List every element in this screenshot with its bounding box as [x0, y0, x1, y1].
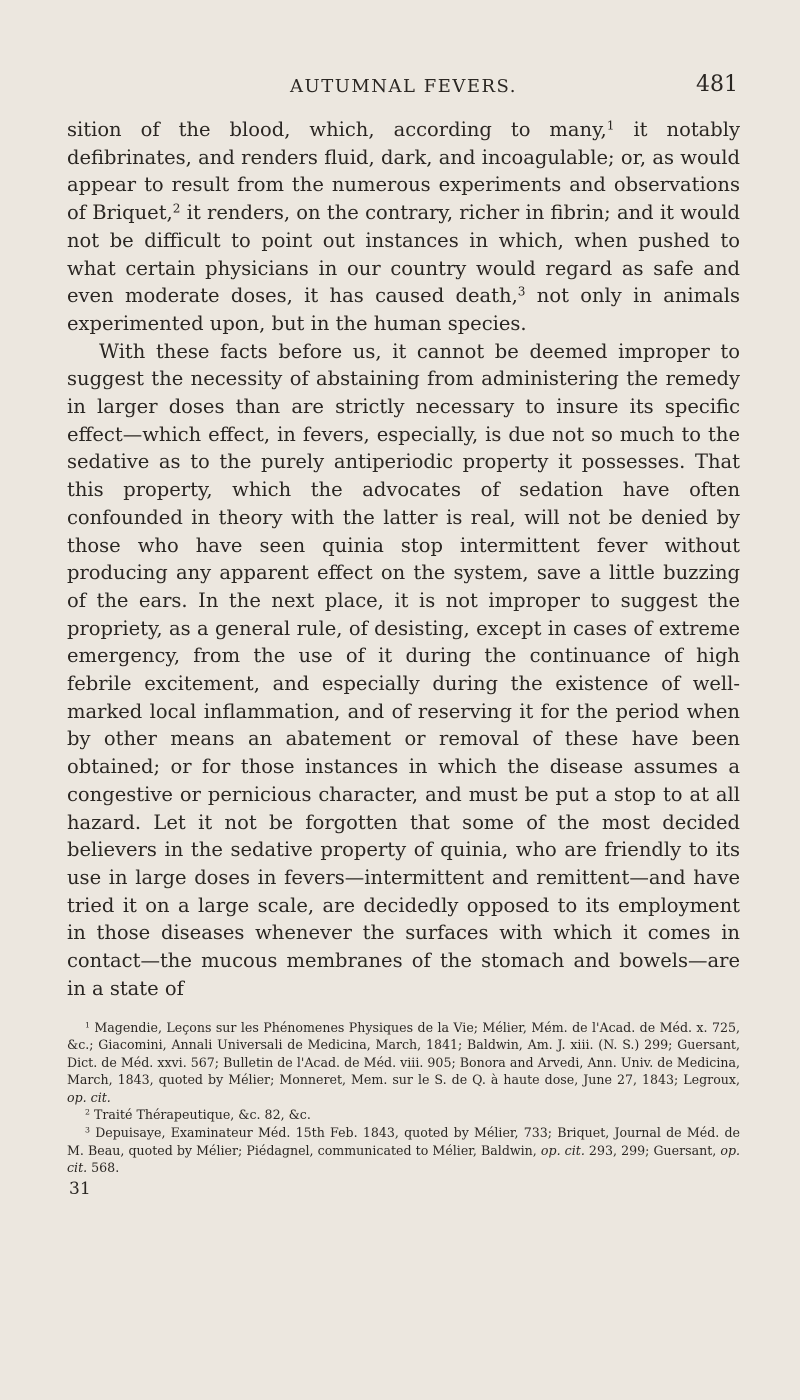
footnote-2-mark: 2 — [85, 1108, 90, 1118]
footnote-1-mark: 1 — [85, 1020, 90, 1030]
footnote-3 — [67, 1124, 740, 1177]
paragraph-2: With these facts before us, it cannot be deemed improper to suggest the necessity of abstaining from administering the remedy in larger doses than are strictly necessary to insure its specific effect—which effect, in fevers, especially, is due not so much to the sedative as to the purely antiperiodic property it possesses. That this property, which the advocates of sedation have often confounded in theory with the latter is real, will not be denied by those who have seen quinia stop intermittent fever without producing any apparent effect on the system, save a little buzzing of the ears. In the next place, it is not improper to suggest the propriety, as a general rule, of desisting, except in cases of extreme emergency, from the use of it during the continuance of high febrile excitement, and especially during the existence of well-marked local inflammation, and of reserving it for the period when by other means an abatement or removal of these have been obtained; or for those instances in which the disease assumes a congestive or pernicious character, and must be put a stop to at all hazard. Let it not be forgotten that some of the most decided believers in the sedative property of quinia, who are friendly to its use in large doses in fevers—intermittent and remittent—and have tried it on a large scale, are decidedly opposed to its employment in those diseases whenever the surfaces with which it comes in contact—the mucous membranes of the stomach and bowels—are in a state of — [67, 339, 740, 1000]
running-head: AUTUMNAL FEVERS. — [290, 76, 517, 97]
page-header — [67, 64, 740, 104]
paragraph-1 — [67, 116, 740, 338]
footnote-ref-3: 3 — [517, 284, 526, 299]
footnote-ref-2: 2 — [172, 201, 181, 216]
paragraph-1-text-a: sition of the blood, which, according to many, — [67, 118, 607, 141]
footnotes — [67, 1019, 740, 1177]
footnote-1 — [67, 1019, 740, 1107]
footnote-ref-1: 1 — [606, 118, 615, 133]
footnote-2-text: Traité Thérapeutique, &c. 82, &c. — [89, 1107, 311, 1123]
footnote-3-text-c: 568. — [87, 1160, 120, 1176]
footnote-3-opcit-2: op. cit. — [67, 1142, 741, 1176]
paragraph-1-text-d: not only in animals experimented upon, but in the human species. — [67, 284, 740, 335]
footnote-2 — [67, 1106, 740, 1124]
paragraph-1-text-b: it notably defibrinates, and renders fluid, dark, and incoagulable; or, as would appear to result from the numerous experiments and observations of Briquet, — [67, 118, 741, 225]
body-text — [67, 116, 740, 1003]
signature-mark: 31 — [69, 1178, 91, 1199]
footnote-1-text: Magendie, Leçons sur les Phénomenes Physiques de la Vie; Mélier, Mém. de l'Acad. de Méd. x. 725, &c.; Giacomini, Annali Universali de Medicina, March, 1841; Baldwin, Am. J. xiii. (N. S.) 299; Guersant, Dict. de Méd. xxvi. 567; Bulletin de l'Acad. de Méd. viii. 905; Bonora and Arvedi, Ann. Univ. de Medicina, March, 1843, quoted by Mélier; Monneret, Mem. sur le S. de Q. à haute dose, June 27, 1843; Legroux, — [67, 1019, 740, 1088]
footnote-3-opcit-1: op. cit. — [540, 1142, 585, 1158]
footnote-1-opcit: op. cit. — [67, 1089, 111, 1105]
footnote-3-text-a: Depuisaye, Examinateur Méd. 15th Feb. 1843, quoted by Mélier, 733; Briquet, Journal de Méd. de M. Beau, quoted by Mélier; Piédagnel, communicated to Mélier, Baldwin, — [67, 1125, 740, 1158]
footnote-3-text-b: 293, 299; Guersant, — [584, 1142, 721, 1158]
page-number: 481 — [696, 72, 738, 97]
footnote-3-mark: 3 — [85, 1125, 90, 1135]
paragraph-1-text-c: it renders, on the contrary, richer in fibrin; and it would not be difficult to point out instances in which, when pushed to what certain physicians in our country would regard as safe and even moderate doses, it has caused death, — [67, 201, 740, 308]
